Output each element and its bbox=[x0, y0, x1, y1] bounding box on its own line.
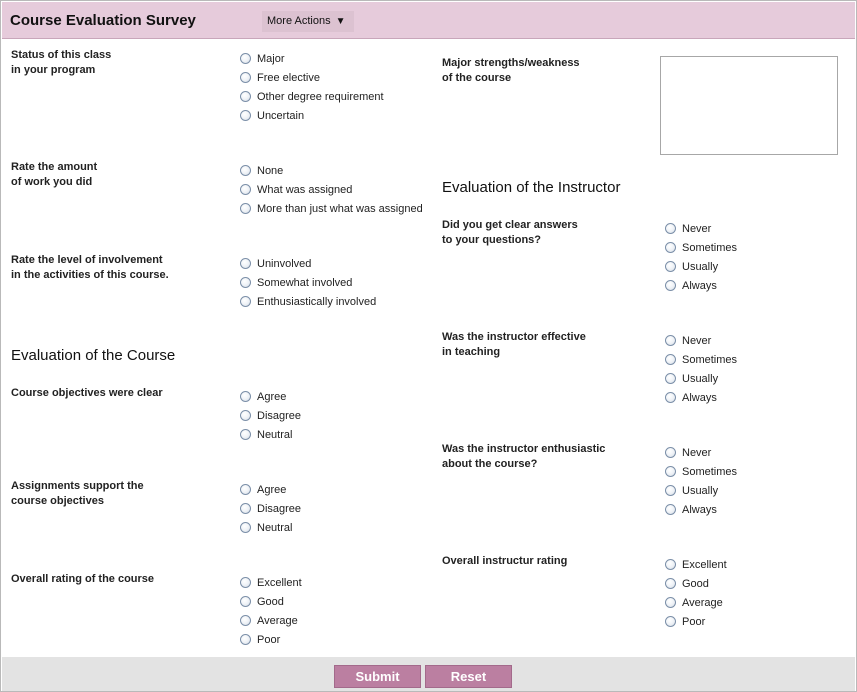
question-assignments: Assignments support the course objectives bbox=[11, 480, 144, 507]
reset-button[interactable]: Reset bbox=[425, 665, 512, 688]
more-actions-label: More Actions bbox=[267, 15, 331, 27]
radio-option-label: Sometimes bbox=[682, 353, 738, 366]
radio-option[interactable] bbox=[240, 518, 301, 537]
radio-option[interactable] bbox=[665, 443, 737, 462]
question-overall-course: Overall rating of the course bbox=[11, 573, 155, 585]
radio-option-label: Disagree bbox=[257, 409, 302, 422]
radio-button-icon[interactable] bbox=[665, 559, 676, 570]
question-strengths: Major strengths/weakness of the course bbox=[442, 57, 580, 84]
radio-option-label: Always bbox=[682, 279, 717, 292]
radio-button-icon[interactable] bbox=[240, 596, 251, 607]
question-objectives: Course objectives were clear bbox=[11, 387, 163, 399]
radio-option-label: Major bbox=[257, 52, 285, 65]
radio-option-label: Never bbox=[682, 446, 712, 459]
instructor-section-title: Evaluation of the Instructor bbox=[442, 179, 621, 196]
question-involvement: Rate the level of involvement in the activities of this course. bbox=[11, 254, 169, 281]
radio-button-icon[interactable] bbox=[665, 578, 676, 589]
radio-option[interactable] bbox=[665, 350, 737, 369]
radio-option-label: Poor bbox=[257, 633, 281, 646]
radio-option-label: Enthusiastically involved bbox=[257, 295, 377, 308]
radio-button-icon[interactable] bbox=[665, 354, 676, 365]
radio-option[interactable] bbox=[240, 573, 302, 592]
course-section-title: Evaluation of the Course bbox=[11, 347, 176, 364]
radio-option[interactable] bbox=[240, 254, 376, 273]
radio-option-label: Sometimes bbox=[682, 465, 738, 478]
radio-button-icon[interactable] bbox=[665, 261, 676, 272]
question-enthusiastic: Was the instructor enthusiastic about the course? bbox=[442, 443, 606, 470]
radio-option[interactable] bbox=[240, 425, 301, 444]
radio-option[interactable] bbox=[240, 161, 423, 180]
more-actions-button[interactable] bbox=[262, 11, 354, 32]
chevron-down-icon: ▼ bbox=[335, 16, 346, 27]
form-footer bbox=[2, 657, 855, 691]
radio-option[interactable] bbox=[240, 273, 376, 292]
radio-group-answers bbox=[665, 219, 737, 295]
radio-button-icon[interactable] bbox=[665, 223, 676, 234]
radio-option[interactable] bbox=[665, 481, 737, 500]
radio-button-icon[interactable] bbox=[240, 429, 251, 440]
form-title: Course Evaluation Survey bbox=[10, 12, 196, 29]
radio-option-label: Uncertain bbox=[257, 109, 305, 122]
radio-button-icon[interactable] bbox=[240, 53, 251, 64]
radio-option-label: Never bbox=[682, 334, 712, 347]
radio-option[interactable] bbox=[665, 555, 727, 574]
radio-button-icon[interactable] bbox=[665, 597, 676, 608]
radio-option[interactable] bbox=[240, 199, 423, 218]
radio-option-label: Usually bbox=[682, 260, 719, 273]
radio-option[interactable] bbox=[240, 87, 384, 106]
radio-option[interactable] bbox=[240, 406, 301, 425]
radio-button-icon[interactable] bbox=[665, 242, 676, 253]
radio-option-label: Disagree bbox=[257, 502, 302, 515]
radio-option[interactable] bbox=[240, 106, 384, 125]
radio-button-icon[interactable] bbox=[240, 577, 251, 588]
radio-group-overall-course bbox=[240, 573, 302, 649]
radio-button-icon[interactable] bbox=[240, 91, 251, 102]
radio-option-label: Sometimes bbox=[682, 241, 738, 254]
radio-option[interactable] bbox=[240, 292, 376, 311]
radio-option[interactable] bbox=[665, 593, 727, 612]
radio-button-icon[interactable] bbox=[240, 110, 251, 121]
radio-button-icon[interactable] bbox=[240, 72, 251, 83]
radio-option-label: What was assigned bbox=[257, 183, 353, 196]
radio-option-label: Free elective bbox=[257, 71, 320, 84]
radio-button-icon[interactable] bbox=[240, 184, 251, 195]
radio-option-label: Neutral bbox=[257, 521, 293, 534]
radio-button-icon[interactable] bbox=[665, 392, 676, 403]
strengths-textarea[interactable] bbox=[660, 56, 838, 155]
radio-button-icon[interactable] bbox=[240, 391, 251, 402]
radio-option[interactable] bbox=[665, 219, 737, 238]
radio-option-label: Usually bbox=[682, 372, 719, 385]
radio-option-label: Usually bbox=[682, 484, 719, 497]
radio-option[interactable] bbox=[240, 480, 301, 499]
radio-option-label: Average bbox=[257, 614, 298, 627]
radio-button-icon[interactable] bbox=[240, 165, 251, 176]
radio-button-icon[interactable] bbox=[665, 504, 676, 515]
radio-option-label: Good bbox=[257, 595, 284, 608]
radio-option-label: Good bbox=[682, 577, 709, 590]
radio-option-label: Uninvolved bbox=[257, 257, 312, 270]
radio-option[interactable] bbox=[665, 257, 737, 276]
radio-option[interactable] bbox=[240, 611, 302, 630]
radio-button-icon[interactable] bbox=[240, 484, 251, 495]
radio-button-icon[interactable] bbox=[665, 280, 676, 291]
radio-option[interactable] bbox=[665, 331, 737, 350]
radio-option[interactable] bbox=[240, 180, 423, 199]
radio-option[interactable] bbox=[665, 612, 727, 631]
radio-option[interactable] bbox=[240, 499, 301, 518]
radio-button-icon[interactable] bbox=[665, 616, 676, 627]
radio-option[interactable] bbox=[665, 500, 737, 519]
radio-group-effective bbox=[665, 331, 737, 407]
radio-option[interactable] bbox=[665, 388, 737, 407]
radio-option-label: Always bbox=[682, 391, 717, 404]
radio-option-label: Average bbox=[682, 596, 723, 609]
radio-option-label: Somewhat involved bbox=[257, 276, 353, 289]
radio-option-label: Always bbox=[682, 503, 717, 516]
radio-button-icon[interactable] bbox=[240, 203, 251, 214]
question-status: Status of this class in your program bbox=[11, 49, 112, 76]
radio-option-label: Excellent bbox=[257, 576, 302, 589]
radio-button-icon[interactable] bbox=[665, 373, 676, 384]
radio-option-label: Excellent bbox=[682, 558, 727, 571]
radio-group-assignments bbox=[240, 480, 301, 537]
radio-button-icon[interactable] bbox=[665, 485, 676, 496]
radio-button-icon[interactable] bbox=[240, 634, 251, 645]
radio-button-icon[interactable] bbox=[240, 410, 251, 421]
radio-option[interactable] bbox=[240, 592, 302, 611]
radio-option[interactable] bbox=[240, 49, 384, 68]
radio-option[interactable] bbox=[665, 574, 727, 593]
radio-option[interactable] bbox=[665, 276, 737, 295]
question-overall-instructor: Overall instructur rating bbox=[442, 555, 568, 567]
form-header bbox=[2, 2, 855, 39]
radio-option-label: More than just what was assigned bbox=[257, 202, 423, 215]
radio-group-work bbox=[240, 161, 423, 218]
radio-option-label: Agree bbox=[257, 483, 287, 496]
radio-option[interactable] bbox=[240, 630, 302, 649]
radio-group-enthusiastic bbox=[665, 443, 737, 519]
radio-option[interactable] bbox=[665, 238, 737, 257]
radio-option-label: Never bbox=[682, 222, 712, 235]
radio-option-label: Neutral bbox=[257, 428, 293, 441]
radio-option[interactable] bbox=[240, 68, 384, 87]
radio-button-icon[interactable] bbox=[240, 615, 251, 626]
radio-button-icon[interactable] bbox=[240, 277, 251, 288]
submit-button[interactable]: Submit bbox=[334, 665, 421, 688]
radio-button-icon[interactable] bbox=[665, 447, 676, 458]
radio-option-label: None bbox=[257, 164, 284, 177]
question-work: Rate the amount of work you did bbox=[11, 161, 98, 188]
radio-button-icon[interactable] bbox=[240, 296, 251, 307]
radio-button-icon[interactable] bbox=[240, 503, 251, 514]
question-answers: Did you get clear answers to your questions? bbox=[442, 219, 578, 246]
question-effective: Was the instructor effective in teaching bbox=[442, 331, 586, 358]
radio-option-label: Poor bbox=[682, 615, 706, 628]
radio-option[interactable] bbox=[665, 369, 737, 388]
radio-button-icon[interactable] bbox=[240, 258, 251, 269]
radio-option[interactable] bbox=[665, 462, 737, 481]
radio-group-overall-instructor bbox=[665, 555, 727, 631]
radio-button-icon[interactable] bbox=[240, 522, 251, 533]
radio-group-status bbox=[240, 49, 384, 125]
radio-button-icon[interactable] bbox=[665, 335, 676, 346]
radio-group-objectives bbox=[240, 387, 301, 444]
radio-option-label: Other degree requirement bbox=[257, 90, 384, 103]
radio-option[interactable] bbox=[240, 387, 301, 406]
radio-group-involvement bbox=[240, 254, 376, 311]
radio-option-label: Agree bbox=[257, 390, 287, 403]
radio-button-icon[interactable] bbox=[665, 466, 676, 477]
